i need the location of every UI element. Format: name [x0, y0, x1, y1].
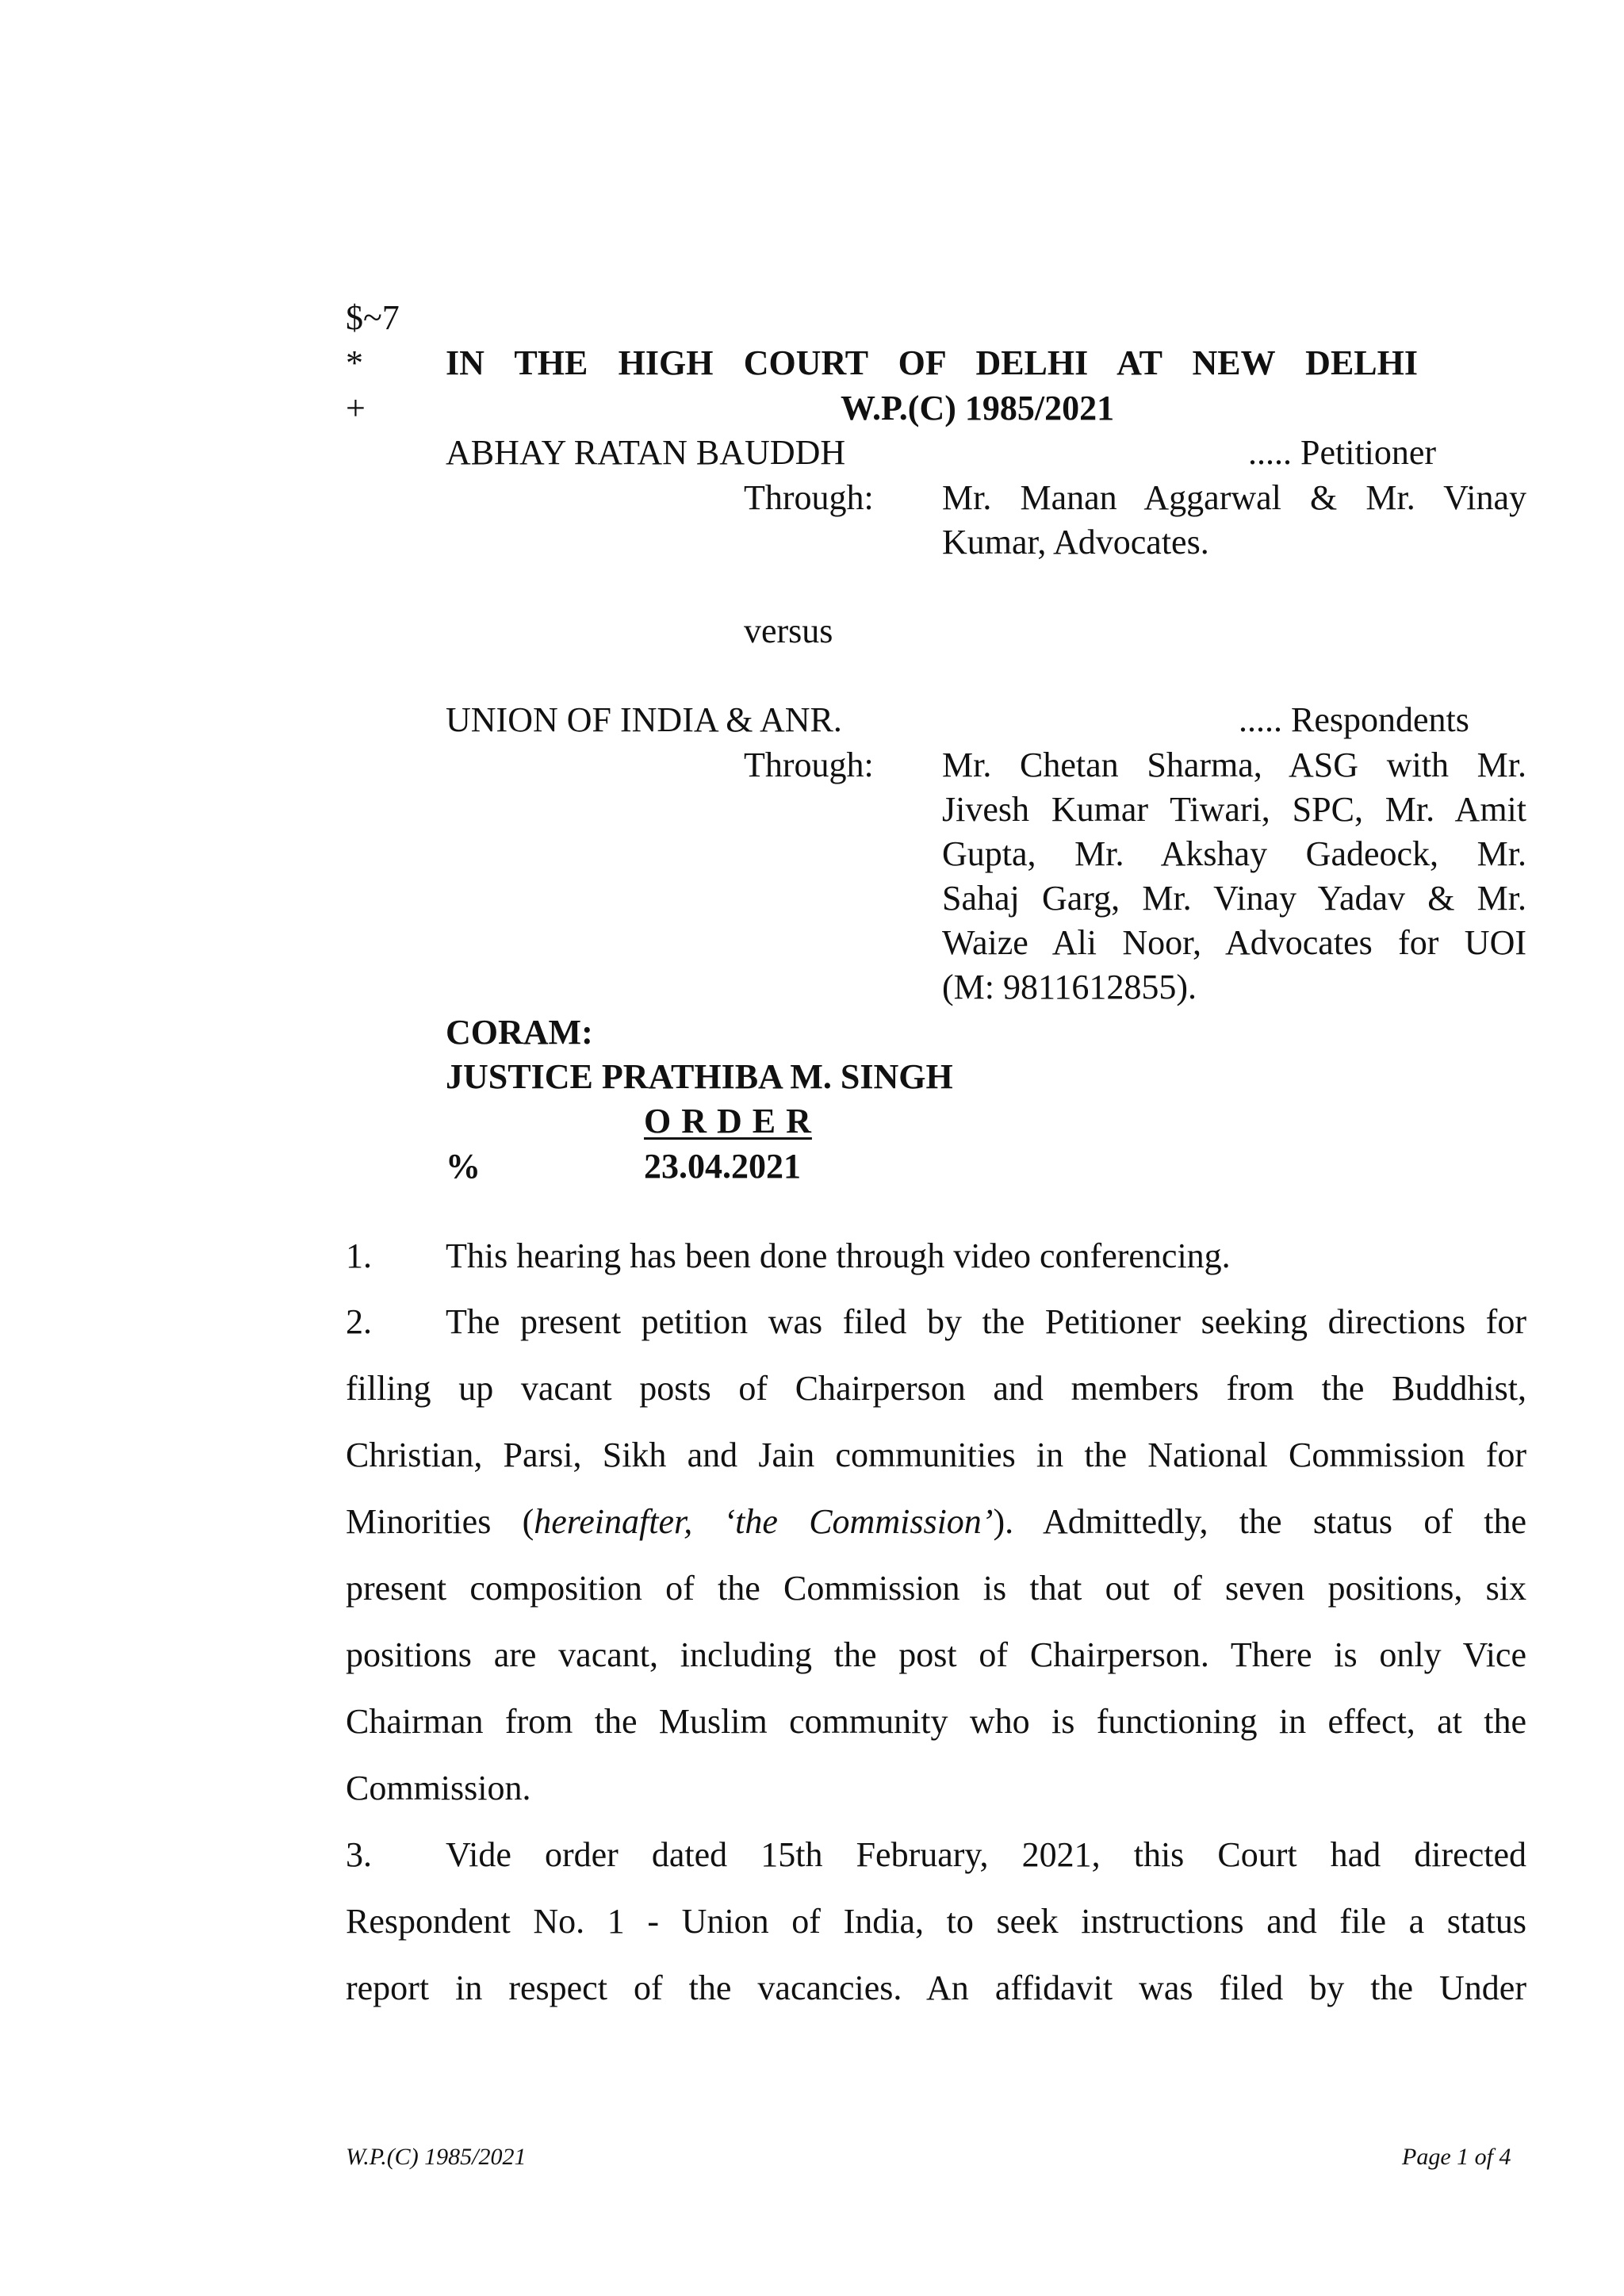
paragraph-number: 3.	[346, 1835, 372, 1874]
respondent-name: UNION OF INDIA & ANR.	[446, 700, 842, 739]
paragraph-line: Christian, Parsi, Sikh and Jain communities in the National Commission for	[346, 1435, 1526, 1474]
paragraph-line	[346, 1500, 1526, 1544]
paragraph-line: filling up vacant posts of Chairperson and members from the Buddhist,	[346, 1369, 1526, 1408]
order-title: O R D E R	[644, 1102, 812, 1140]
coram-label: CORAM:	[446, 1013, 593, 1052]
percent-marker: %	[446, 1147, 481, 1186]
respondent-counsel-line: Gupta, Mr. Akshay Gadeock, Mr.	[942, 834, 1526, 873]
court-name: IN THE HIGH COURT OF DELHI AT NEW DELHI	[446, 343, 1418, 382]
case-number: W.P.(C) 1985/2021	[841, 389, 1115, 427]
paragraph-line: The present petition was filed by the Petitioner seeking directions for	[446, 1302, 1526, 1341]
footer-page-number: Page 1 of 4	[1402, 2144, 1511, 2170]
paragraph-line: Respondent No. 1 - Union of India, to seek instructions and file a status	[346, 1902, 1526, 1941]
case-code: $~7	[346, 298, 400, 337]
respondent-counsel-line: Mr. Chetan Sharma, ASG with Mr.	[942, 746, 1526, 784]
paragraph-line: present composition of the Commission is that out of seven positions, six	[346, 1569, 1526, 1608]
petitioner-role: ..... Petitioner	[1248, 433, 1437, 472]
versus-label: versus	[744, 611, 833, 650]
respondent-role: ..... Respondents	[1239, 700, 1469, 739]
paragraph-line-italic: hereinafter, ‘the Commission’	[534, 1502, 994, 1541]
petitioner-counsel-line: Mr. Manan Aggarwal & Mr. Vinay	[942, 478, 1526, 517]
respondent-through-label: Through:	[744, 746, 874, 784]
respondent-counsel-line: Jivesh Kumar Tiwari, SPC, Mr. Amit	[942, 790, 1526, 829]
petitioner-through-label: Through:	[744, 478, 874, 517]
paragraph-line: positions are vacant, including the post of Chairperson. There is only Vice	[346, 1635, 1526, 1674]
petitioner-counsel-line: Kumar, Advocates.	[942, 523, 1209, 562]
paragraph-line: Vide order dated 15th February, 2021, this Court had directed	[446, 1835, 1526, 1874]
judge-name: JUSTICE PRATHIBA M. SINGH	[446, 1057, 953, 1096]
paragraph-number: 2.	[346, 1302, 372, 1341]
star-marker: *	[346, 343, 363, 382]
paragraph-text: This hearing has been done through video conferencing.	[446, 1236, 1231, 1275]
paragraph-line-part: Minorities (	[346, 1502, 534, 1541]
petitioner-name: ABHAY RATAN BAUDDH	[446, 433, 846, 472]
respondent-counsel-line: Sahaj Garg, Mr. Vinay Yadav & Mr.	[942, 879, 1526, 918]
order-date: 23.04.2021	[644, 1147, 801, 1186]
paragraph-line: Commission.	[346, 1769, 531, 1807]
plus-marker: +	[346, 389, 366, 427]
footer-case-number: W.P.(C) 1985/2021	[346, 2144, 527, 2170]
respondent-counsel-line: (M: 9811612855).	[942, 968, 1197, 1006]
paragraph-line: report in respect of the vacancies. An affidavit was filed by the Under	[346, 1968, 1526, 2007]
respondent-counsel-line: Waize Ali Noor, Advocates for UOI	[942, 923, 1526, 962]
paragraph-number: 1.	[346, 1236, 372, 1275]
paragraph-line-part: ). Admittedly, the status of the	[993, 1502, 1526, 1541]
paragraph-line: Chairman from the Muslim community who is functioning in effect, at the	[346, 1702, 1526, 1741]
